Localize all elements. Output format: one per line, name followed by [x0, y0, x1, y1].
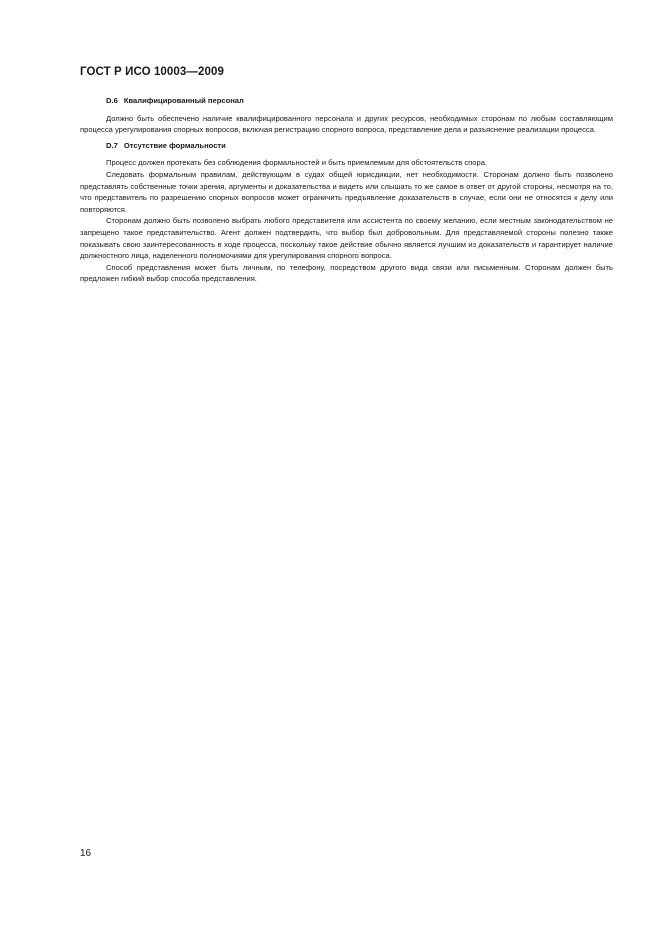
paragraph: Процесс должен протекать без соблюдения формальностей и быть приемлемым для обстоятельств спора.	[106, 158, 488, 168]
page-number: 16	[80, 848, 92, 859]
section-heading-d6	[80, 95, 613, 107]
paragraph: Следовать формальным правилам, действующим в судах общей юрисдикции, нет необходимости. Сторонам должно быть позволено представлять собственные точки зрения, аргументы и доказательства и видеть или слышать то же самое в ответ от другой стороны, несмотря на то, что представитель по разрешению спорных вопросов может ограничить предъявление доказательств в случае, если они не относятся к делу или повторяются.	[80, 169, 613, 214]
section-number: D.6	[106, 96, 118, 105]
paragraph: Сторонам должно быть позволено выбрать любого представителя или ассистента по своему желанию, если местным законодательством не запрещено такое представительство. Агент должен подтвердить, что выбор был добровольным. Для представляемой стороны полезно также показывать свою заинтересованность в ходе процесса, поскольку такое действие обычно является лучшим из доказательств и гарантирует наличие должностного лица, наделенного полномочиями для урегулирования спорного вопроса.	[80, 216, 613, 261]
document-header: ГОСТ Р ИСО 10003—2009	[80, 66, 225, 78]
section-title: Отсутствие формальности	[123, 140, 226, 150]
section-title: Квалифицированный персонал	[123, 96, 244, 105]
section-heading-d7	[80, 140, 613, 152]
section-number: D.7	[106, 140, 118, 150]
paragraph: Способ представления может быть личным, по телефону, посредством другого вида связи или письменным. Сторонам должен быть предложен гибкий выбор способа представления.	[80, 262, 613, 284]
paragraph: Должно быть обеспечено наличие квалифицированного персонала и других ресурсов, необходимых сторонам по любым составляющим процесса урегулирования спорных вопросов, включая регистрацию спорного вопроса, представление дела и разъяснение реализации процесса.	[80, 113, 613, 135]
document-body	[80, 95, 613, 285]
